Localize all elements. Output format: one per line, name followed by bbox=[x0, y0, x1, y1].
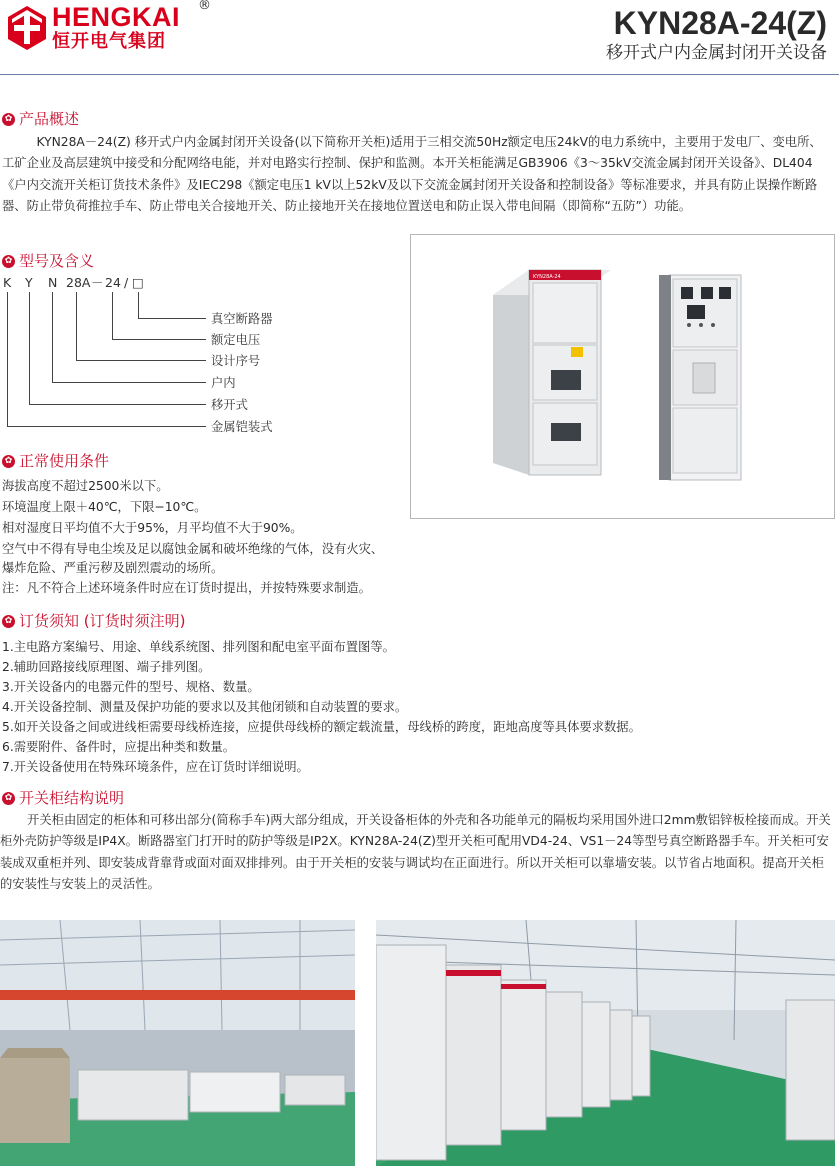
bracket-line bbox=[138, 292, 139, 318]
bracket-line bbox=[7, 292, 8, 426]
header-divider bbox=[0, 74, 839, 75]
bracket-line bbox=[29, 292, 30, 404]
star-bullet-icon: ✿ bbox=[2, 792, 15, 805]
bracket-line bbox=[76, 292, 77, 360]
product-image bbox=[410, 234, 835, 519]
model-title: KYN28A-24(Z) bbox=[613, 5, 827, 41]
star-bullet-icon: ✿ bbox=[2, 255, 15, 268]
order-item: 7.开关设备使用在特殊环境条件，应在订货时详细说明。 bbox=[2, 760, 309, 774]
order-item: 3.开关设备内的电器元件的型号、规格、数量。 bbox=[2, 680, 260, 694]
cabinet-nameplate: KYN28A-24 bbox=[533, 274, 561, 280]
overview-heading: ✿ 产品概述 bbox=[2, 109, 79, 129]
star-bullet-icon: ✿ bbox=[2, 455, 15, 468]
brand-name-en: HENGKAI bbox=[52, 2, 181, 32]
code-char-series: 28A bbox=[66, 275, 91, 290]
condition-line: 海拔高度不超过2500米以下。 bbox=[2, 479, 169, 493]
condition-line: 爆炸危险、严重污秽及剧烈震动的场所。 bbox=[2, 561, 224, 575]
registered-mark: ® bbox=[198, 0, 211, 13]
switchgear-illustration bbox=[411, 235, 834, 518]
structure-text: 开关柜由固定的柜体和可移出部分(简称手车)两大部分组成，开关设备柜体的外壳和各功能单元的隔板均采用国外进口2mm敷铝锌板栓接而成。开关柜外壳防护等级是IP4X。断路器室门打开时的防护等级是IP2X。KYN28A-24(Z)型开关柜可配用VD4-24、VS1－24等型号真空断路器手车。开关柜可安装成双重柜并列、即安装成背靠背或面对面双排排列。由于开关柜的安装与调试均在正面进行。所以开关柜可以靠墙安装。以节省占地面积。提高开关柜的安装性与安装上的灵活性。 bbox=[0, 813, 831, 891]
bracket-line bbox=[138, 318, 206, 319]
condition-line: 环境温度上限＋40℃，下限−10℃。 bbox=[2, 500, 207, 514]
meaning-indoor: 户内 bbox=[211, 376, 236, 390]
order-item: 5.如开关设备之间或进线柜需要母线桥连接，应提供母线桥的额定载流量，母线桥的跨度，距地高度等具体要求数据。 bbox=[2, 720, 641, 734]
bracket-line bbox=[52, 292, 53, 382]
meaning-armored: 金属铠装式 bbox=[211, 420, 273, 434]
bracket-line bbox=[112, 292, 113, 339]
star-bullet-icon: ✿ bbox=[2, 113, 15, 126]
bracket-line bbox=[112, 339, 206, 340]
conditions-heading: ✿ 正常使用条件 bbox=[2, 451, 109, 471]
overview-text: KYN28A－24(Z) 移开式户内金属封闭开关设备(以下简称开关柜)适用于三相交流50Hz额定电压24kV的电力系统中，主要用于发电厂、变电所、工矿企业及高层建筑中接受和分配网络电能，并对电路实行控制、保护和监测。本开关柜能满足GB3906《3～35kV交流金属封闭开关设备》、DL404《户内交流开关柜订货技术条件》及IEC298《额定电压1 kV以上52kV及以下交流金属封闭开关设备和控制设备》等标准要求，并具有防止误操作断路器、防止带负荷推拉手车、防止带电关合接地开关、防止接地开关在接地位置送电和防止误入带电间隔（即简称“五防”）功能。 bbox=[2, 135, 822, 213]
bracket-line bbox=[29, 404, 206, 405]
code-char-slash: / bbox=[124, 275, 129, 290]
bracket-line bbox=[7, 426, 206, 427]
condition-line: 相对湿度日平均值不大于95%，月平均值不大于90%。 bbox=[2, 521, 303, 535]
meaning-voltage: 额定电压 bbox=[211, 333, 261, 347]
code-char-dash: － bbox=[91, 275, 104, 290]
condition-line: 空气中不得有导电尘埃及足以腐蚀金属和破坏绝缘的气体，没有火灾、 bbox=[2, 542, 384, 556]
condition-note: 注：凡不符合上述环境条件时应在订货时提出，并按特殊要求制造。 bbox=[2, 581, 371, 595]
meaning-design: 设计序号 bbox=[211, 354, 261, 368]
code-char-y: Y bbox=[25, 275, 33, 290]
hengkai-logo-icon bbox=[8, 6, 46, 50]
structure-heading: ✿ 开关柜结构说明 bbox=[2, 788, 124, 808]
meaning-breaker: 真空断路器 bbox=[211, 312, 273, 326]
order-item: 1.主电路方案编号、用途、单线系统图、排列图和配电室平面布置图等。 bbox=[2, 640, 395, 654]
model-code-heading: ✿ 型号及含义 bbox=[2, 251, 94, 271]
model-subtitle: 移开式户内金属封闭开关设备 bbox=[606, 43, 827, 63]
code-char-box: □ bbox=[132, 275, 144, 290]
order-item: 4.开关设备控制、测量及保护功能的要求以及其他闭锁和自动装置的要求。 bbox=[2, 700, 408, 714]
factory-photo-right bbox=[376, 920, 835, 1166]
star-bullet-icon: ✿ bbox=[2, 615, 15, 628]
bracket-line bbox=[76, 360, 206, 361]
code-char-k: K bbox=[3, 275, 12, 290]
meaning-withdrawable: 移开式 bbox=[211, 398, 248, 412]
ordering-heading: ✿ 订货须知 (订货时须注明) bbox=[2, 611, 185, 631]
code-char-n: N bbox=[48, 275, 58, 290]
bracket-line bbox=[52, 382, 206, 383]
order-item: 6.需要附件、备件时，应提出种类和数量。 bbox=[2, 740, 236, 754]
factory-photo-left bbox=[0, 920, 355, 1166]
brand-name-cn: 恒开电气集团 bbox=[52, 31, 166, 52]
code-char-voltage: 24 bbox=[105, 275, 121, 290]
order-item: 2.辅助回路接线原理图、端子排列图。 bbox=[2, 660, 211, 674]
